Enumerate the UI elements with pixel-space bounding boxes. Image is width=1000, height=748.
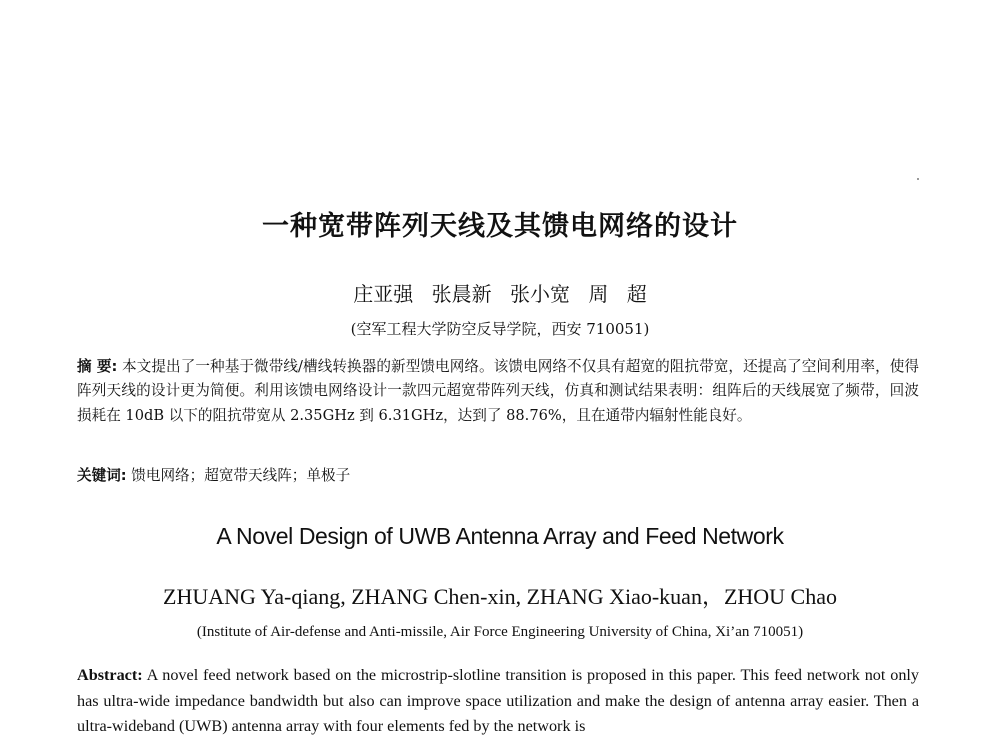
chinese-abstract-text: 本文提出了一种基于微带线/槽线转换器的新型馈电网络。该馈电网络不仅具有超宽的阻抗带宽，还提高了空间利用率，使得阵列天线的设计更为简便。利用该馈电网络设计一款四元超宽带阵列天线，仿真和测试结果表明：组阵后的天线展宽了频带，回波损耗在 10dB 以下的阻抗带宽从 2.35GHz 到 6.31GHz，达到了 88.76%，且在通带内辐射性能良好。 (77, 358, 920, 424)
english-affiliation: (Institute of Air-defense and Anti-missile, Air Force Engineering University of China, Xi’an 710051) (196, 624, 804, 640)
chinese-authors: 庄亚强 张晨新 张小宽 周 超 (353, 282, 647, 306)
scan-dot (917, 178, 919, 180)
chinese-abstract (77, 355, 919, 428)
chinese-keywords-label: 关键词: (77, 467, 127, 484)
english-title: A Novel Design of UWB Antenna Array and Feed Network (216, 523, 784, 549)
english-abstract-text: A novel feed network based on the microstrip-slotline transition is proposed in this paper. This feed network not only has ultra-wide impedance bandwidth but also can improve space utilization and make the design of antenna array easier. Then a ultra-wideband (UWB) antenna array with four elements fed by the network is (77, 666, 920, 735)
chinese-keywords (77, 464, 919, 488)
chinese-affiliation: (空军工程大学防空反导学院，西安 710051) (350, 320, 650, 338)
english-authors: ZHUANG Ya-qiang, ZHANG Chen-xin, ZHANG Xiao-kuan，ZHOU Chao (163, 584, 837, 609)
chinese-title: 一种宽带阵列天线及其馈电网络的设计 (262, 211, 738, 242)
chinese-keywords-text: 馈电网络；超宽带天线阵；单极子 (131, 467, 351, 484)
chinese-abstract-label: 摘 要: (77, 358, 118, 375)
english-abstract-label: Abstract: (77, 666, 143, 684)
english-abstract (77, 663, 919, 740)
